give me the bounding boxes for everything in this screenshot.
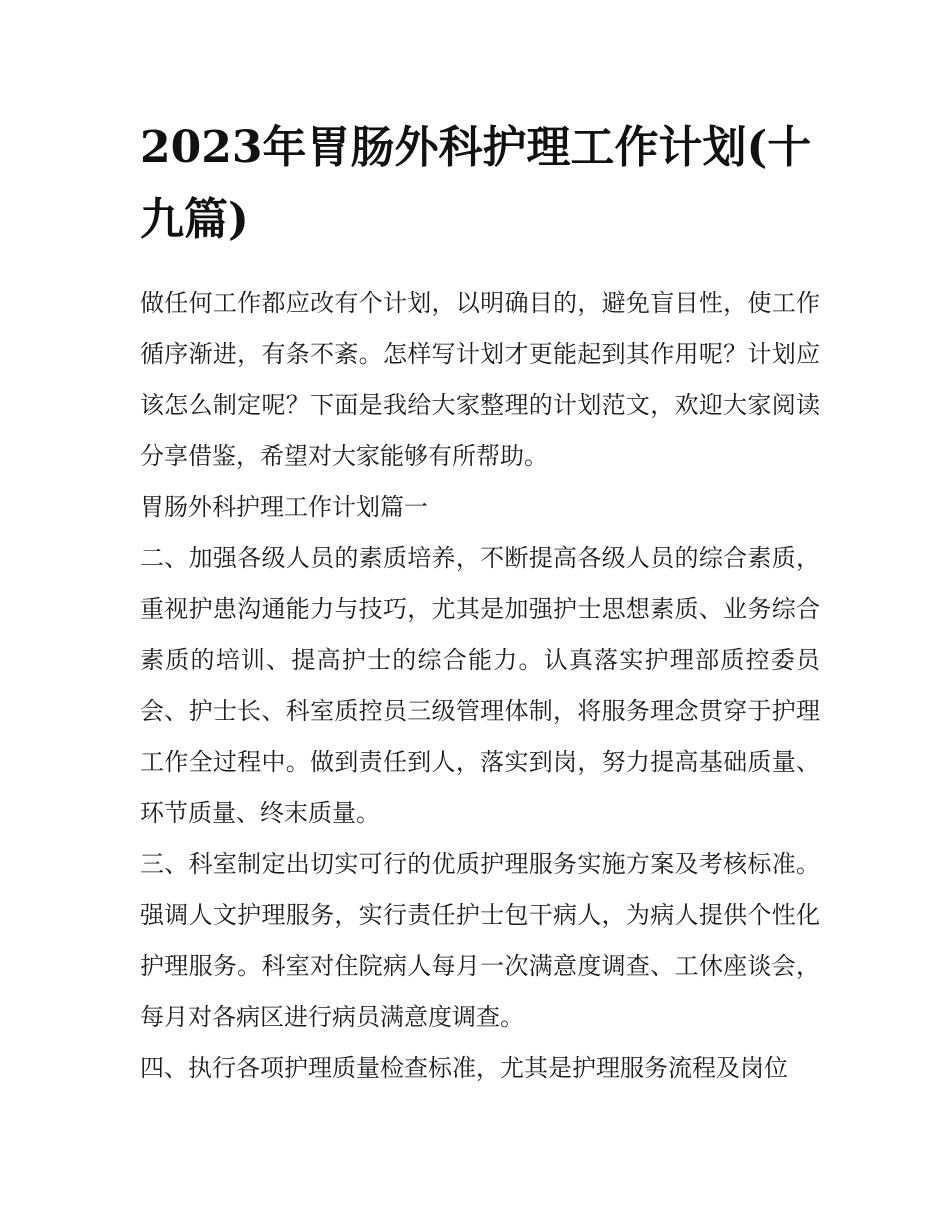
body-paragraph: 四、执行各项护理质量检查标准，尤其是护理服务流程及岗位 — [140, 1054, 788, 1082]
intro-paragraph: 做任何工作都应改有个计划，以明确目的，避免盲目性，使工作循序渐进，有条不紊。怎样写计划才更能起到其作用呢？计划应该怎么制定呢？下面是我给大家整理的计划范文，欢迎大家阅读分享借鉴，希望对大家能够有所帮助。 — [140, 289, 820, 470]
body-paragraph: 二、加强各级人员的素质培养，不断提高各级人员的综合素质，重视护患沟通能力与技巧，尤其是加强护士思想素质、业务综合素质的培训、提高护士的综合能力。认真落实护理部质控委员会、护士长、科室质控员三级管理体制，将服务理念贯穿于护理工作全过程中。做到责任到人，落实到岗，努力提高基础质量、环节质量、终末质量。 — [140, 544, 820, 827]
document-body — [140, 278, 820, 1094]
body-paragraph: 三、科室制定出切实可行的优质护理服务实施方案及考核标准。强调人文护理服务，实行责任护士包干病人，为病人提供个性化护理服务。科室对住院病人每月一次满意度调查、工休座谈会，每月对各病区进行病员满意度调查。 — [140, 850, 820, 1031]
document-title: 2023年胃肠外科护理工作计划(十九篇) — [140, 122, 812, 245]
section-heading: 胃肠外科护理工作计划篇一 — [140, 493, 428, 521]
